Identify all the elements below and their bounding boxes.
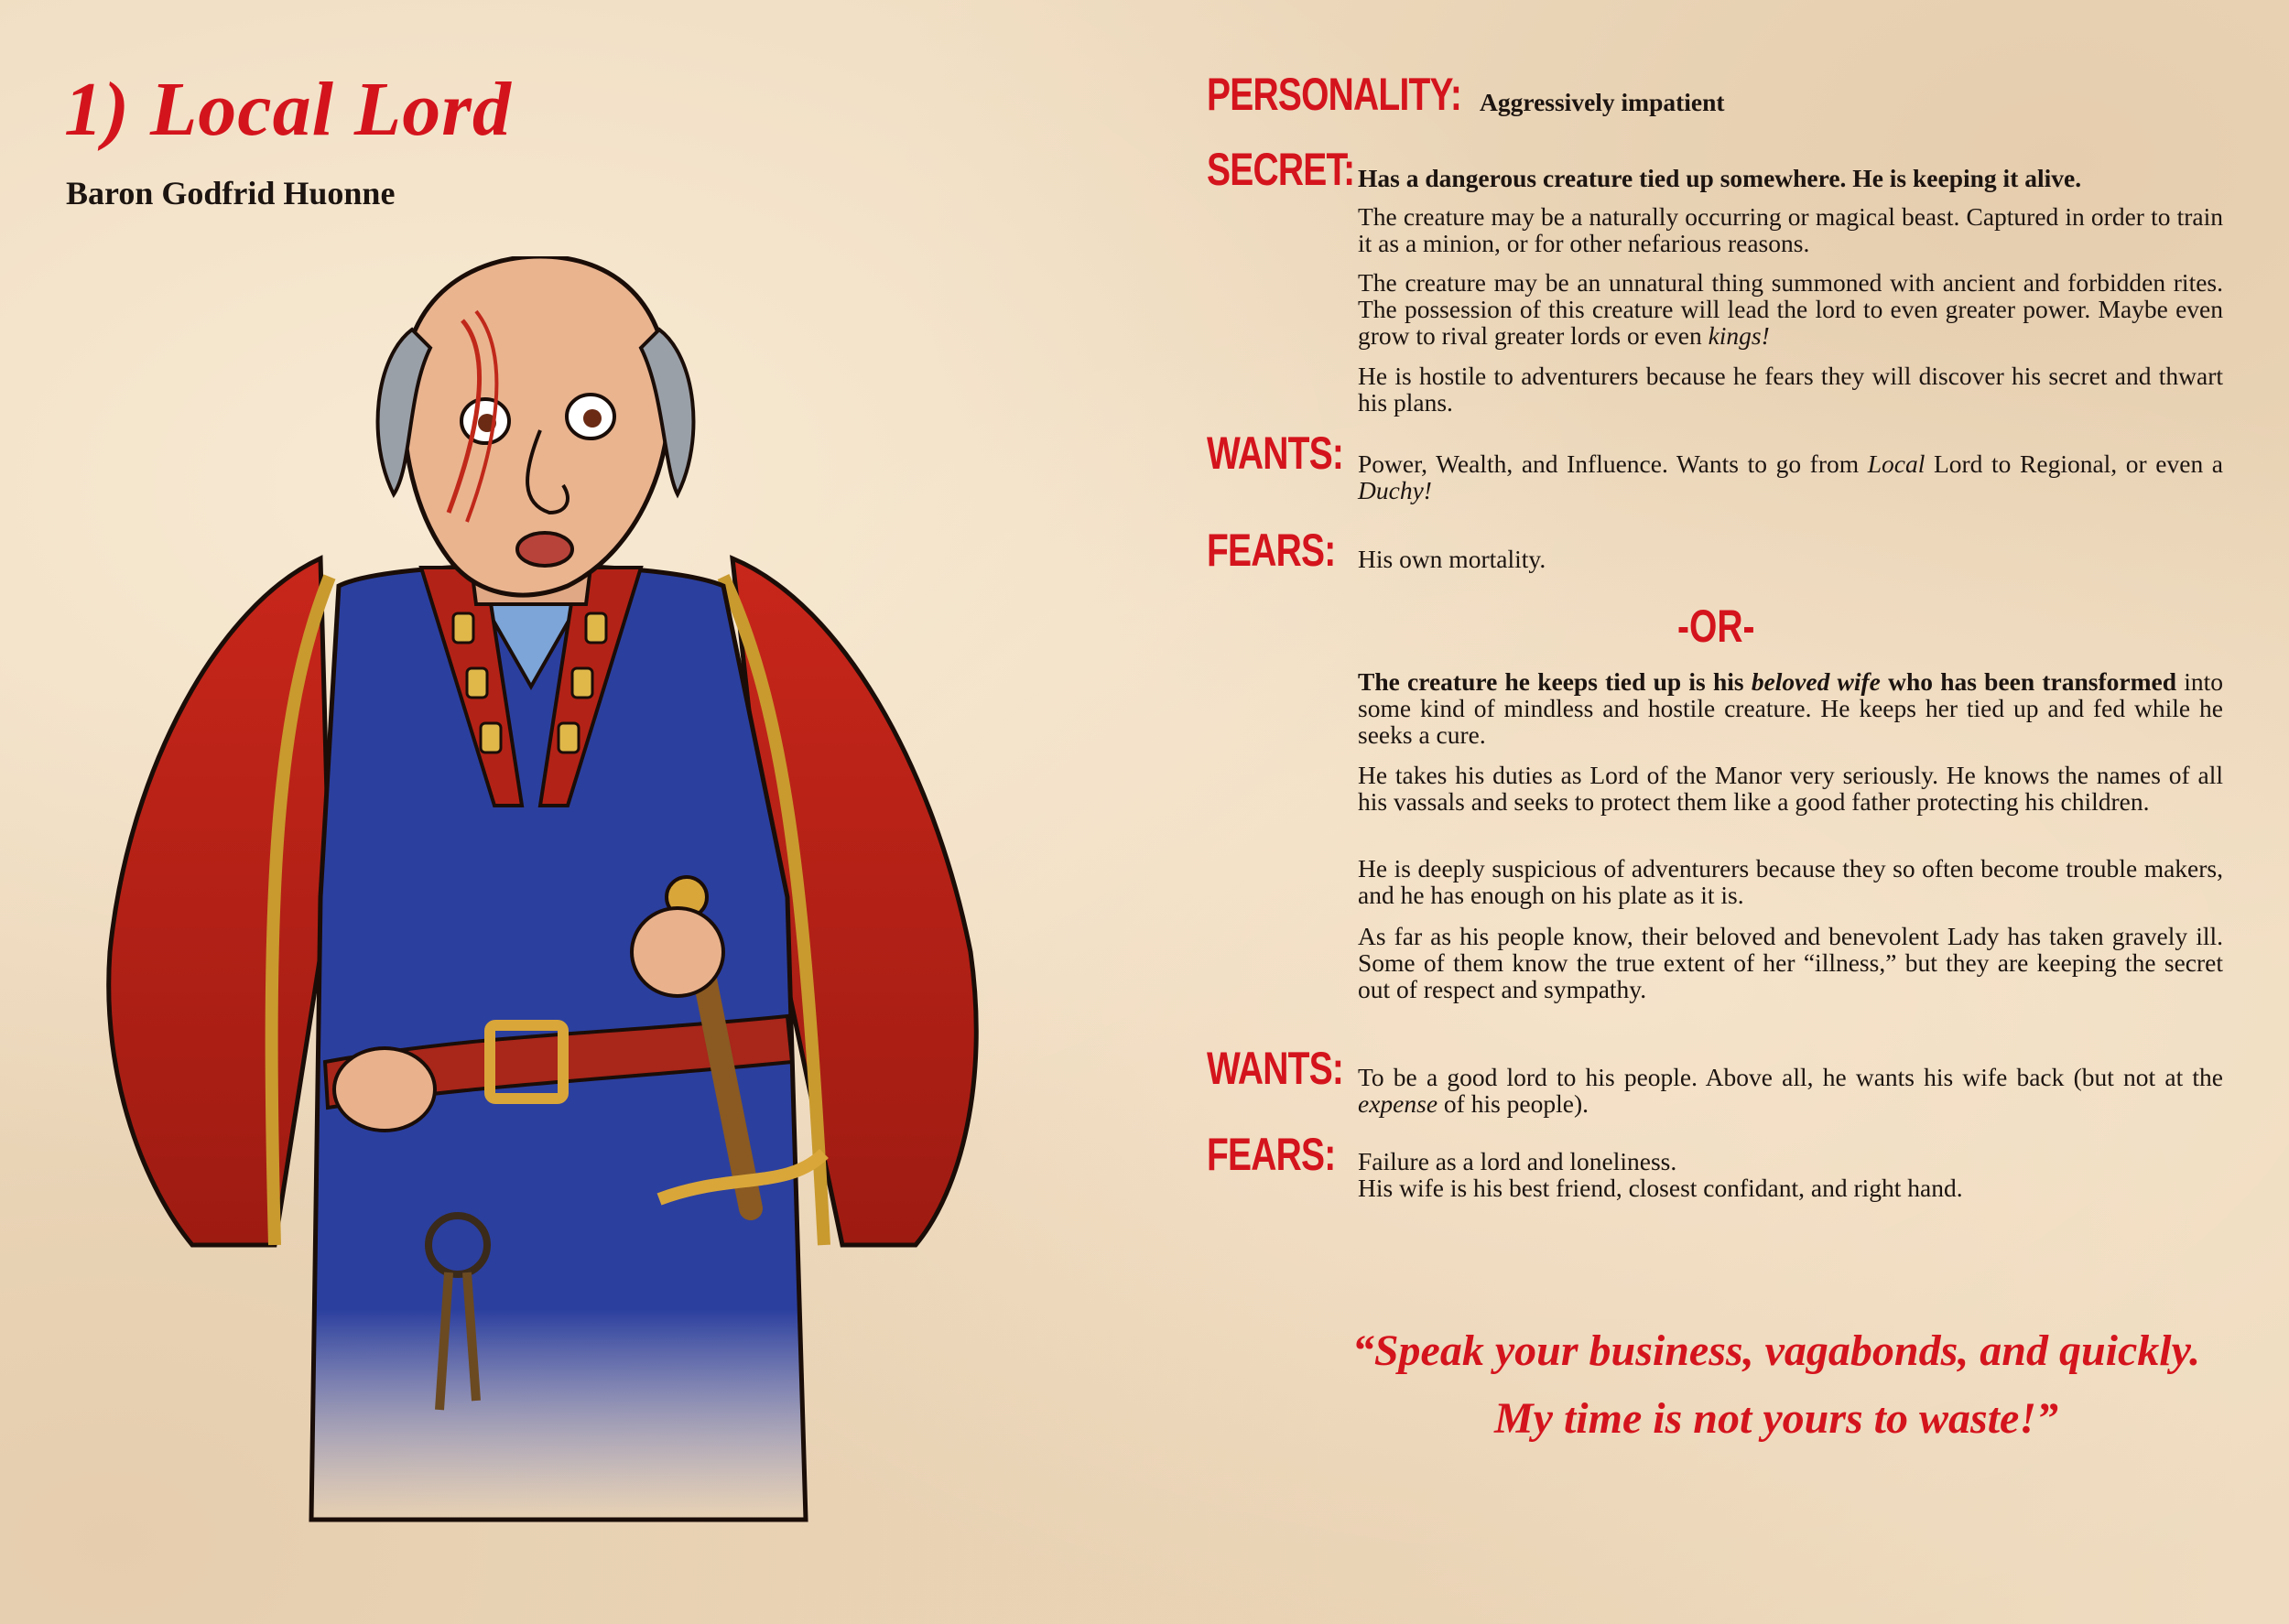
secret-paragraph-1: The creature may be a naturally occurring or magical beast. Captured in order to train it as a minion, or for other nefarious reasons.	[1358, 202, 2223, 257]
fears-text-b	[1358, 1148, 2223, 1201]
fears-b-line2: His wife is his best friend, closest confidant, and right hand.	[1358, 1174, 1963, 1202]
alt-p1-bold-b: who has been transformed	[1880, 667, 2177, 696]
alt-secret-paragraph-4: As far as his people know, their beloved and benevolent Lady has taken gravely ill. Some of them know the true extent of her “illness,” but they are keeping the secret out of respect and sympathy.	[1358, 922, 2223, 1003]
secret-headline-text: Has a dangerous creature tied up somewhere. He is keeping it alive.	[1358, 164, 2082, 192]
alt-secret-paragraph-2: He takes his duties as Lord of the Manor very seriously. He knows the names of all his vassals and seeks to protect them like a good father protecting his children.	[1358, 761, 2223, 816]
wants-text-b	[1358, 1064, 2223, 1117]
wants-a-em1: Local	[1867, 449, 1926, 478]
wants-label-b: WANTS:	[1207, 1043, 1344, 1094]
fears-text-a: His own mortality.	[1358, 545, 1546, 573]
alt-p1-rest: into some kind of mindless and hostile creature. He keeps her tied up and fed while he seeks a cure.	[1358, 667, 2224, 749]
wants-b-part1: To be a good lord to his people. Above all, he wants his wife back (but not at the	[1358, 1063, 2223, 1091]
secret-paragraph-2-emphasis: kings!	[1708, 321, 1770, 350]
alt-secret-paragraph-1	[1358, 668, 2223, 748]
wants-a-part2: Lord to Regional, or even a	[1925, 449, 2224, 478]
or-divider: -OR-	[1677, 601, 1755, 652]
wants-label-a: WANTS:	[1207, 428, 1344, 479]
wants-b-em: expense	[1358, 1089, 1438, 1118]
personality-value: Aggressively impatient	[1480, 88, 1725, 116]
alt-p1-bold-em: beloved wife	[1751, 667, 1881, 696]
alt-p1-bold-a: The creature he keeps tied up is his	[1358, 667, 1752, 696]
page-title: 1) Local Lord	[64, 67, 512, 152]
wants-text-a	[1358, 450, 2223, 503]
personality-label: PERSONALITY:	[1207, 69, 1462, 120]
secret-paragraph-2-text: The creature may be an unnatural thing summoned with ancient and forbidden rites. The possession of this creature will lead the lord to even greater power. Maybe even grow to rival greater lords or even	[1358, 268, 2223, 350]
secret-paragraph-3: He is hostile to adventurers because he fears they will discover his secret and thwart his plans.	[1358, 362, 2223, 417]
wants-a-em2: Duchy!	[1358, 476, 1432, 504]
wants-b-part2: of his people).	[1437, 1089, 1589, 1118]
secret-headline	[1358, 165, 2223, 191]
fears-label-b: FEARS:	[1207, 1129, 1336, 1180]
fears-label-a: FEARS:	[1207, 525, 1336, 576]
secret-paragraph-2	[1358, 269, 2223, 349]
wants-a-part1: Power, Wealth, and Influence. Wants to go from	[1358, 449, 1868, 478]
alt-secret-paragraph-3: He is deeply suspicious of adventurers because they so often become trouble makers, and he has enough on his plate as it is.	[1358, 854, 2223, 909]
npc-name: Baron Godfrid Huonne	[66, 175, 396, 211]
fears-b-line1: Failure as a lord and loneliness.	[1358, 1147, 1677, 1175]
quote-line-2: My time is not yours to waste!”	[1493, 1394, 2059, 1443]
quote-line-1: “Speak your business, vagabonds, and quickly.	[1351, 1326, 2201, 1375]
lord-portrait-illustration	[92, 256, 1025, 1556]
secret-label: SECRET:	[1207, 144, 1355, 195]
